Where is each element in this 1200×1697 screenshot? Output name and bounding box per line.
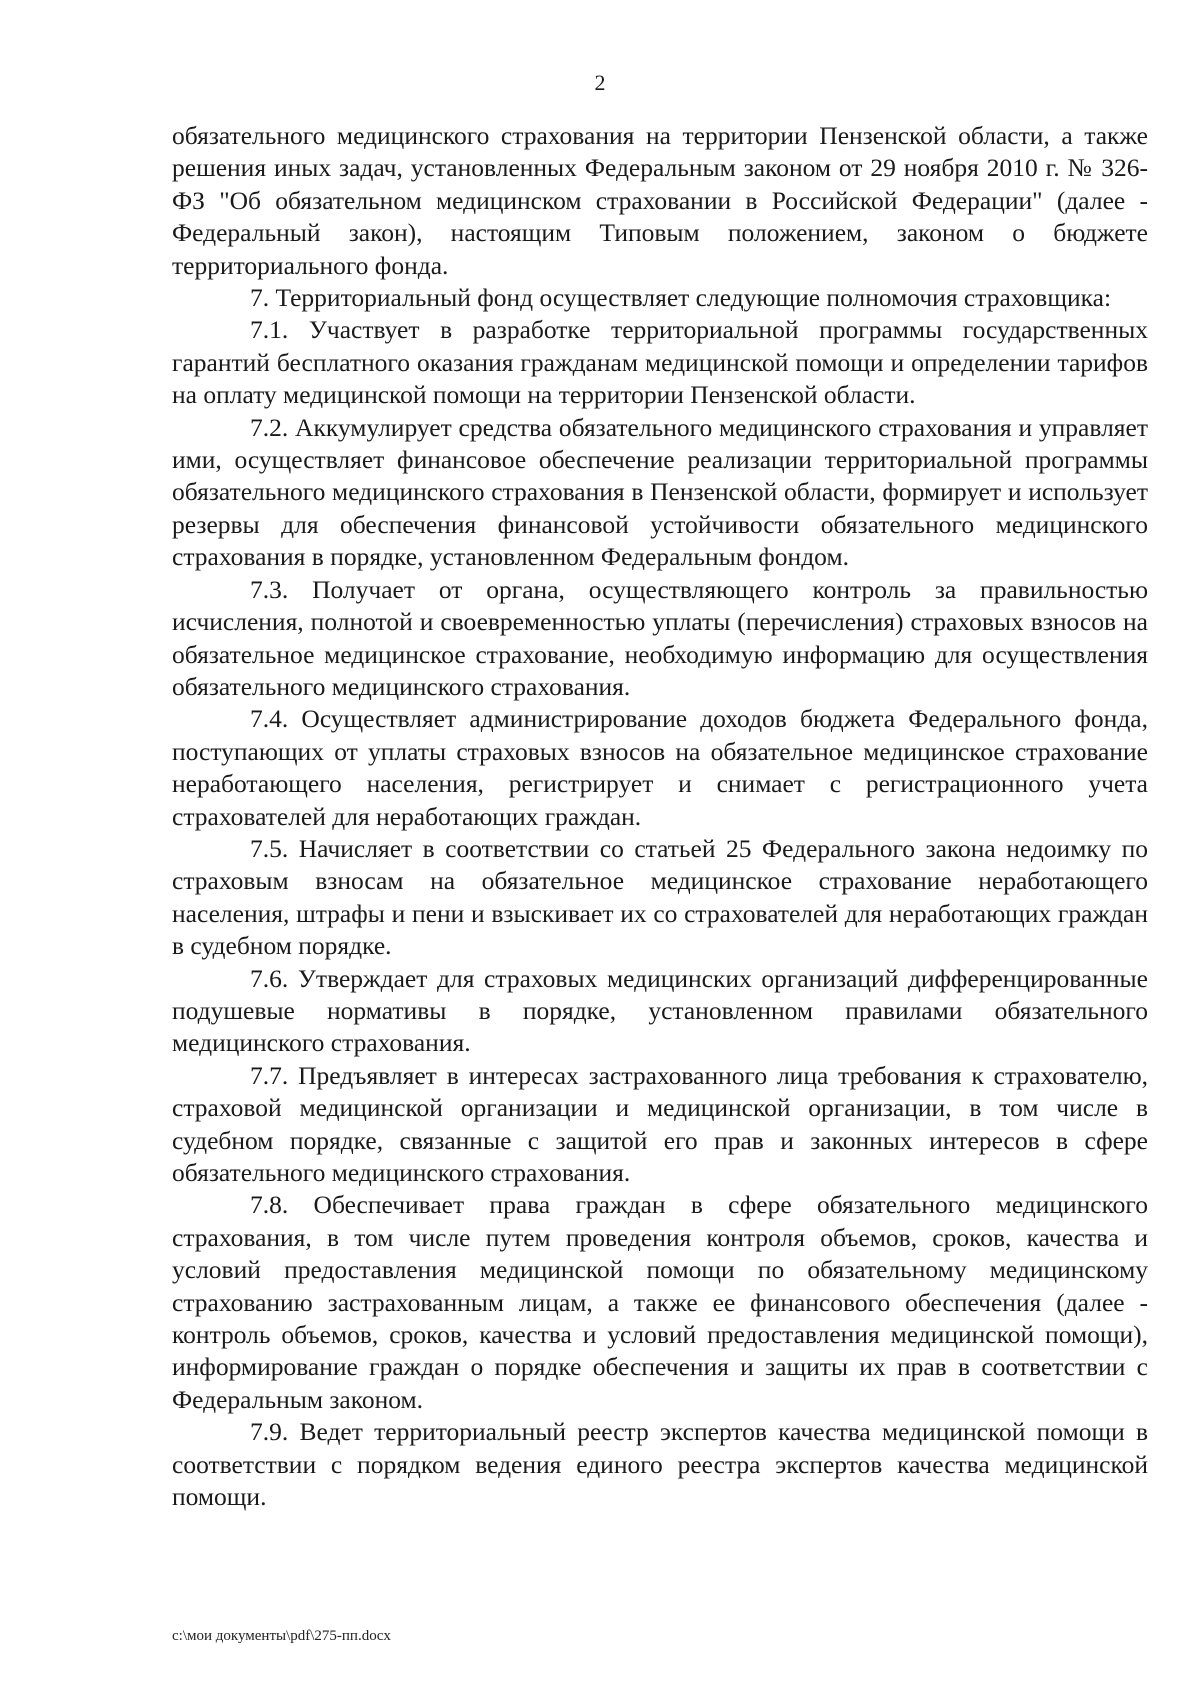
- paragraph-7-7: 7.7. Предъявляет в интересах застрахованного лица требования к страхователю, страховой медицинской организации и медицинской организации, в том числе в судебном порядке, связанные с защитой его прав и законных интересов в сфере обязательного медицинского страхования.: [172, 1060, 1148, 1187]
- paragraph-7-8: 7.8. Обеспечивает права граждан в сфере обязательного медицинского страхования, в том числе путем проведения контроля объемов, сроков, качества и условий предоставления медицинской помощи по обязательному медицинскому страхованию застрахованным лицам, а также ее финансового обеспечения (далее - контроль объемов, сроков, качества и условий предоставления медицинской помощи), информирование граждан о порядке обеспечения и защиты их прав в соответствии с Федеральным законом.: [172, 1190, 1148, 1414]
- paragraph-7-5: 7.5. Начисляет в соответствии со статьей 25 Федерального закона недоимку по страховым взносам на обязательное медицинское страхование неработающего населения, штрафы и пени и взыскивает их со страхователей для неработающих граждан в судебном порядке.: [172, 833, 1148, 961]
- paragraph-7-2: 7.2. Аккумулирует средства обязательного медицинского страхования и управляет ими, осуществляет финансовое обеспечение реализации территориальной программы обязательного медицинского страхования в Пензенской области, формирует и использует резервы для обеспечения финансовой устойчивости обязательного медицинского страхования в порядке, установленном Федеральным фондом.: [172, 412, 1148, 572]
- paragraph-7-6: 7.6. Утверждает для страховых медицинских организаций дифференцированные подушевые нормативы в порядке, установленном правилами обязательного медицинского страхования.: [172, 963, 1148, 1058]
- footer-file-path: c:\мои документы\pdf\275-пп.docx: [172, 1628, 391, 1644]
- paragraph-7-3: 7.3. Получает от органа, осуществляющего контроль за правильностью исчисления, полнотой и своевременностью уплаты (перечисления) страховых взносов на обязательное медицинское страхование, необходимую информацию для осуществления обязательного медицинского страхования.: [172, 574, 1148, 701]
- paragraph-7-1: 7.1. Участвует в разработке территориальной программы государственных гарантий бесплатного оказания гражданам медицинской помощи и определении тарифов на оплату медицинской помощи на территории Пензенской области.: [172, 315, 1148, 410]
- page-number: 2: [594, 70, 606, 95]
- paragraph-continuation: обязательного медицинского страхования на территории Пензенской области, а также решения иных задач, установленных Федеральным законом от 29 ноября 2010 г. № 326-ФЗ "Об обязательном медицинском страховании в Российской Федерации" (далее - Федеральный закон), настоящим Типовым положением, законом о бюджете территориального фонда.: [172, 121, 1148, 280]
- document-body: [172, 120, 1148, 1513]
- paragraph-7: 7. Территориальный фонд осуществляет следующие полномочия страховщика:: [250, 283, 1112, 313]
- paragraph-7-4: 7.4. Осуществляет администрирование доходов бюджета Федерального фонда, поступающих от уплаты страховых взносов на обязательное медицинское страхование неработающего населения, регистрирует и снимает с регистрационного учета страхователей для неработающих граждан.: [172, 704, 1148, 831]
- paragraph-7-9: 7.9. Ведет территориальный реестр экспертов качества медицинской помощи в соответствии с порядком ведения единого реестра экспертов качества медицинской помощи.: [172, 1417, 1148, 1512]
